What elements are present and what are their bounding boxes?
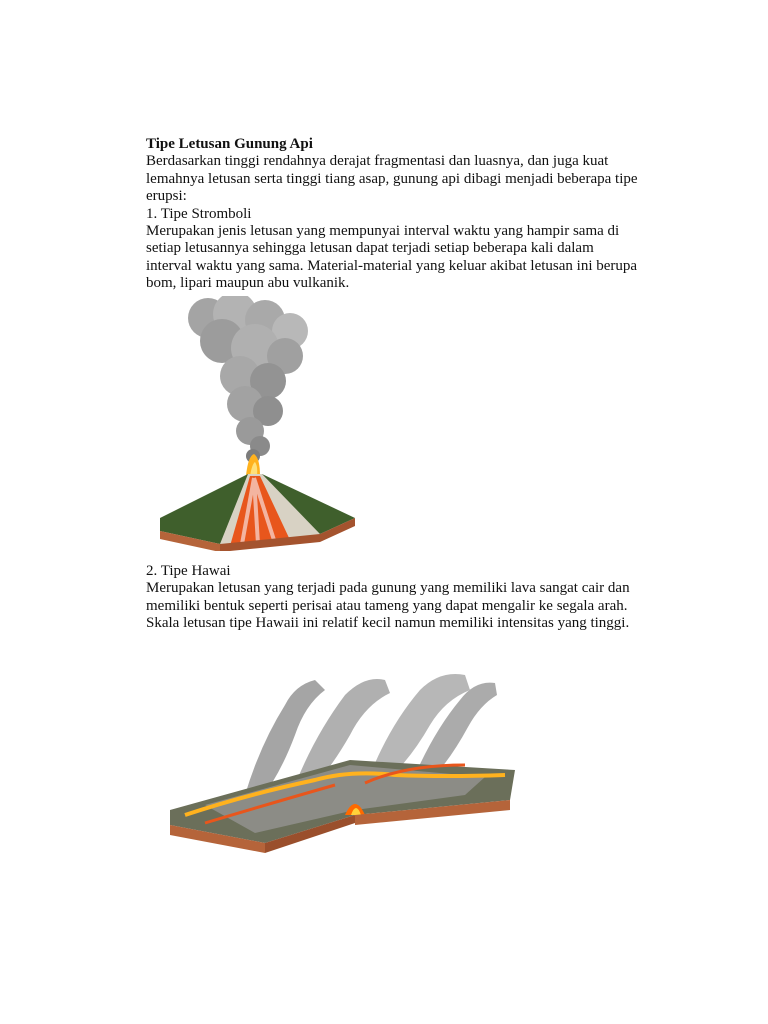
- paragraph-line: memiliki bentuk seperti perisai atau tameng yang dapat mengalir ke segala arah.: [146, 597, 628, 614]
- paragraph-line: bom, lipari maupun abu vulkanik.: [146, 275, 350, 292]
- volcano-cone: [160, 474, 355, 551]
- document-title: Tipe Letusan Gunung Api: [146, 136, 313, 152]
- hawaiian-volcano-illustration: [165, 665, 525, 855]
- paragraph-line: Merupakan jenis letusan yang mempunyai interval waktu yang hampir sama di: [146, 223, 620, 240]
- shield-volcano: [170, 760, 515, 853]
- text-block-intro: [146, 136, 666, 293]
- paragraph-line: interval waktu yang sama. Material-material yang keluar akibat letusan ini berupa: [146, 257, 638, 274]
- section-heading-stromboli: 1. Tipe Stromboli: [146, 205, 252, 222]
- section-heading-hawai: 2. Tipe Hawai: [146, 563, 231, 579]
- smoke-plume: [188, 296, 308, 463]
- paragraph-line: Skala letusan tipe Hawaii ini relatif kecil namun memiliki intensitas yang tinggi.: [146, 615, 630, 632]
- intro-line: lemahnya letusan serta tinggi tiang asap, gunung api dibagi menjadi beberapa tipe: [146, 170, 638, 187]
- intro-line: erupsi:: [146, 188, 187, 205]
- stromboli-volcano-illustration: [150, 296, 365, 551]
- text-block-hawai: [146, 563, 666, 633]
- paragraph-line: Merupakan letusan yang terjadi pada gunung yang memiliki lava sangat cair dan: [146, 580, 630, 597]
- paragraph-line: setiap letusannya sehingga letusan dapat terjadi setiap beberapa kali dalam: [146, 240, 594, 257]
- intro-line: Berdasarkan tinggi rendahnya derajat fragmentasi dan luasnya, dan juga kuat: [146, 153, 609, 170]
